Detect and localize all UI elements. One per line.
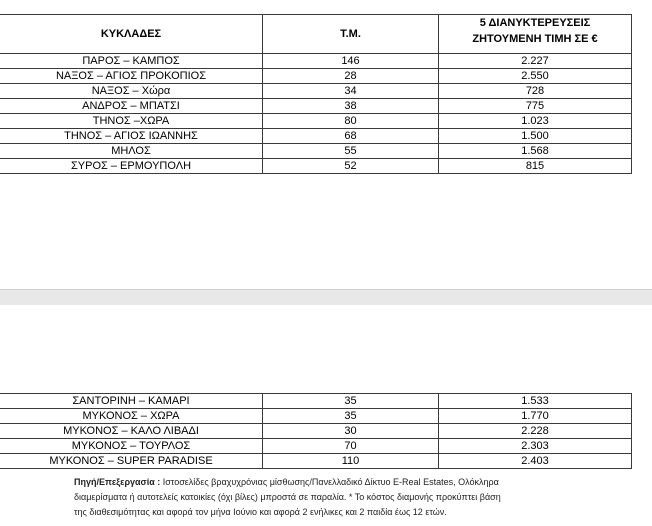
cell-place: ΠΑΡΟΣ – ΚΑΜΠΟΣ xyxy=(0,54,263,69)
cell-place: ΝΑΞΟΣ – Χώρα xyxy=(0,84,263,99)
cell-sqm: 28 xyxy=(263,69,439,84)
cell-price: 2.228 xyxy=(439,424,632,439)
cell-sqm: 35 xyxy=(263,409,439,424)
cell-sqm: 110 xyxy=(263,454,439,469)
footnote-line1: Ιστοσελίδες βραχυχρόνιας μίσθωσης/Πανελλαδικό Δίκτυο E-Real Estates, Ολόκληρα xyxy=(160,477,499,487)
cell-price: 1.023 xyxy=(439,114,632,129)
prices-table-bottom xyxy=(0,393,632,469)
source-footnote xyxy=(74,475,594,520)
header-price xyxy=(439,15,632,54)
cell-sqm: 34 xyxy=(263,84,439,99)
header-price-line2: ΖΗΤΟΥΜΕΝΗ ΤΙΜΗ ΣΕ € xyxy=(472,33,598,45)
cell-place: ΣΥΡΟΣ – ΕΡΜΟΥΠΟΛΗ xyxy=(0,159,263,174)
table-row xyxy=(0,69,632,84)
table-row xyxy=(0,424,632,439)
cell-price: 1.533 xyxy=(439,394,632,409)
cell-sqm: 55 xyxy=(263,144,439,159)
header-sqm: Τ.Μ. xyxy=(263,15,439,54)
prices-table-top xyxy=(0,14,632,174)
table-row xyxy=(0,144,632,159)
table-row xyxy=(0,99,632,114)
cell-price: 2.550 xyxy=(439,69,632,84)
table-row xyxy=(0,54,632,69)
cell-sqm: 68 xyxy=(263,129,439,144)
table-row xyxy=(0,159,632,174)
cell-sqm: 80 xyxy=(263,114,439,129)
cell-place: ΣΑΝΤΟΡΙΝΗ – ΚΑΜΑΡΙ xyxy=(0,394,263,409)
cell-price: 2.403 xyxy=(439,454,632,469)
header-region: ΚΥΚΛΑΔΕΣ xyxy=(0,15,263,54)
cell-sqm: 38 xyxy=(263,99,439,114)
cell-place: ΜΗΛΟΣ xyxy=(0,144,263,159)
cell-price: 2.303 xyxy=(439,439,632,454)
footnote-source-label: Πηγή/Επεξεργασία : xyxy=(74,477,161,487)
cell-place: ΑΝΔΡΟΣ – ΜΠΑΤΣΙ xyxy=(0,99,263,114)
cell-price: 815 xyxy=(439,159,632,174)
table-row xyxy=(0,129,632,144)
header-price-line1: 5 ΔΙΑΝΥΚΤΕΡΕΥΣΕΙΣ xyxy=(479,17,591,29)
cell-sqm: 30 xyxy=(263,424,439,439)
cell-price: 775 xyxy=(439,99,632,114)
cell-price: 1.500 xyxy=(439,129,632,144)
cell-price: 1.568 xyxy=(439,144,632,159)
cell-sqm: 70 xyxy=(263,439,439,454)
cell-price: 2.227 xyxy=(439,54,632,69)
cell-place: ΤΗΝΟΣ – ΑΓΙΟΣ ΙΩΑΝΝΗΣ xyxy=(0,129,263,144)
cell-price: 728 xyxy=(439,84,632,99)
cell-place: ΤΗΝΟΣ –ΧΩΡΑ xyxy=(0,114,263,129)
footnote-line3: της διαθεσιμότητας και αφορά τον μήνα Ιούνιο και αφορά 2 ενήλικες και 2 παιδία έως 12 ετών. xyxy=(74,507,447,517)
table-row xyxy=(0,439,632,454)
table-row xyxy=(0,394,632,409)
table-row xyxy=(0,454,632,469)
cell-place: ΜΥΚΟΝΟΣ – ΧΩΡΑ xyxy=(0,409,263,424)
cell-place: ΝΑΞΟΣ – ΑΓΙΟΣ ΠΡΟΚΟΠΙΟΣ xyxy=(0,69,263,84)
cell-sqm: 35 xyxy=(263,394,439,409)
cell-price: 1.770 xyxy=(439,409,632,424)
table-header-row xyxy=(0,15,632,54)
cell-place: ΜΥΚΟΝΟΣ – ΤΟΥΡΛΟΣ xyxy=(0,439,263,454)
cell-sqm: 146 xyxy=(263,54,439,69)
table-row xyxy=(0,409,632,424)
cell-sqm: 52 xyxy=(263,159,439,174)
page-separator xyxy=(0,289,652,306)
table-row xyxy=(0,84,632,99)
cell-place: ΜΥΚΟΝΟΣ – ΚΑΛΟ ΛΙΒΑΔΙ xyxy=(0,424,263,439)
footnote-line2: διαμερίσματα ή αυτοτελείς κατοικίες (όχι βίλες) μπροστά σε παραλία. * Το κόστος διαμονής προκύπτει βάση xyxy=(74,492,501,502)
cell-place: ΜΥΚΟΝΟΣ – SUPER PARADISE xyxy=(0,454,263,469)
table-row xyxy=(0,114,632,129)
